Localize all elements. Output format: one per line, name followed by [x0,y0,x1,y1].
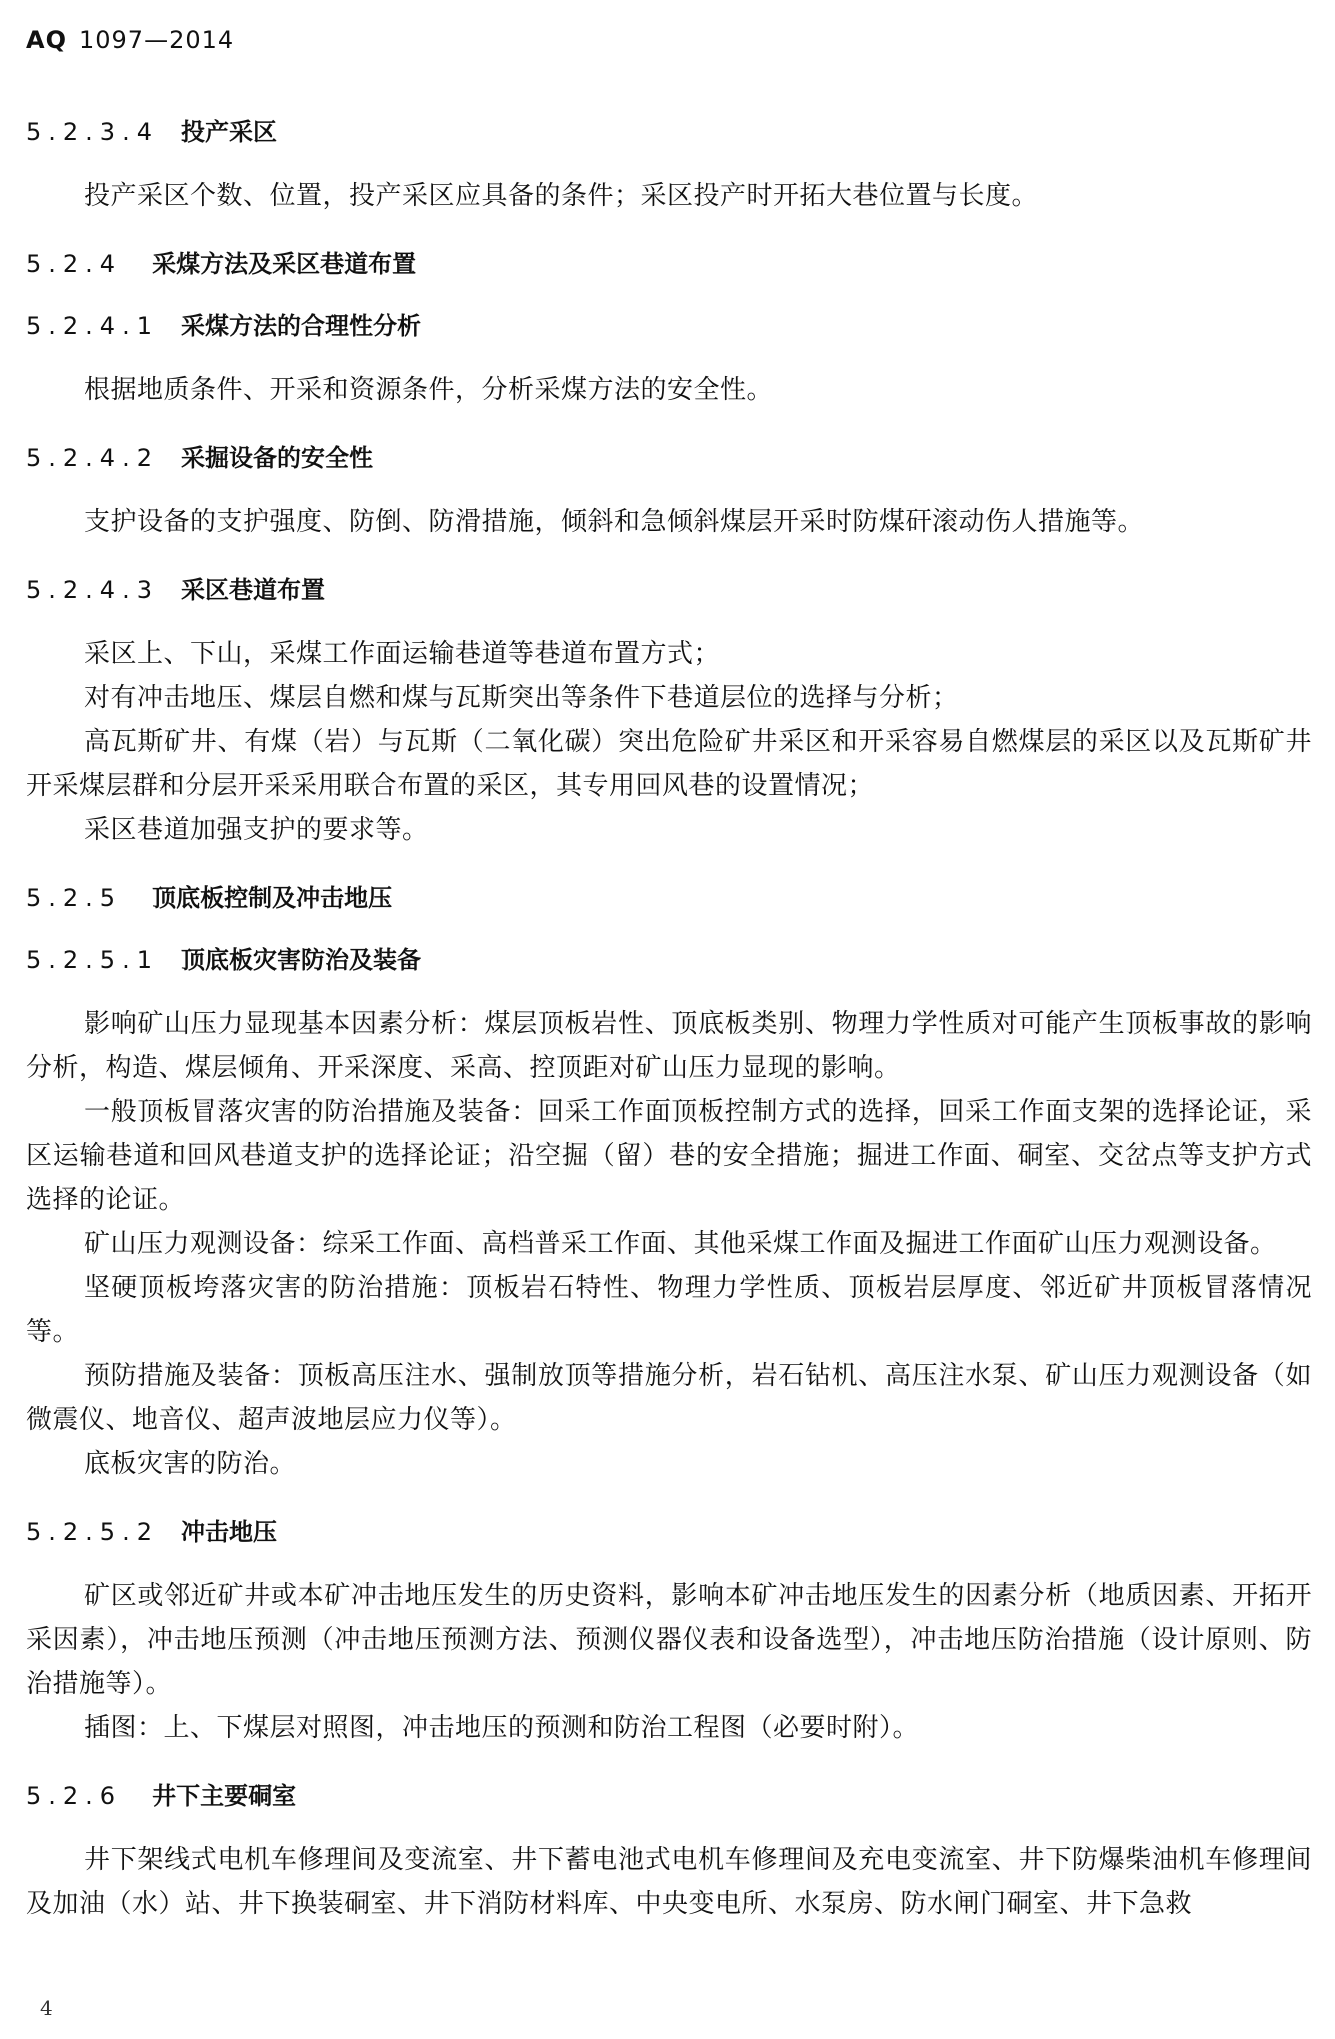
paragraph: 投产采区个数、位置，投产采区应具备的条件；采区投产时开拓大巷位置与长度。 [84,181,1039,211]
paragraph: 预防措施及装备：顶板高压注水、强制放顶等措施分析，岩石钻机、高压注水泵、矿山压力观测设备（如微震仪、地音仪、超声波地层应力仪等）。 [26,1361,1312,1435]
standard-number: 1097—2014 [78,26,235,54]
section-heading-5234: 5.2.3.4 投产采区 [26,118,277,146]
section-heading-5242: 5.2.4.2 采掘设备的安全性 [26,444,373,472]
section-heading-524: 5.2.4 采煤方法及采区巷道布置 [26,250,417,278]
paragraph: 矿区或邻近矿井或本矿冲击地压发生的历史资料，影响本矿冲击地压发生的因素分析（地质因素、开拓开采因素），冲击地压预测（冲击地压预测方法、预测仪器仪表和设备选型），冲击地压防治措施（设计原则、防治措施等）。 [26,1581,1312,1699]
paragraph: 矿山压力观测设备：综采工作面、高档普采工作面、其他采煤工作面及掘进工作面矿山压力观测设备。 [84,1229,1277,1259]
paragraph: 井下架线式电机车修理间及变流室、井下蓄电池式电机车修理间及充电变流室、井下防爆柴油机车修理间及加油（水）站、井下换装硐室、井下消防材料库、中央变电所、水泵房、防水闸门硐室、井下急救 [26,1845,1312,1919]
standard-code: AQ [26,26,67,54]
paragraph: 支护设备的支护强度、防倒、防滑措施，倾斜和急倾斜煤层开采时防煤矸滚动伤人措施等。 [84,507,1145,537]
paragraph: 对有冲击地压、煤层自燃和煤与瓦斯突出等条件下巷道层位的选择与分析； [84,683,959,713]
section-heading-5241: 5.2.4.1 采煤方法的合理性分析 [26,312,421,340]
paragraph: 底板灾害的防治。 [84,1449,297,1479]
paragraph: 根据地质条件、开采和资源条件，分析采煤方法的安全性。 [84,375,774,405]
page-number: 4 [40,1996,53,2020]
section-heading-5243: 5.2.4.3 采区巷道布置 [26,576,325,604]
paragraph: 采区巷道加强支护的要求等。 [84,815,429,845]
section-heading-526: 5.2.6 井下主要硐室 [26,1782,297,1810]
section-heading-525: 5.2.5 顶底板控制及冲击地压 [26,884,393,912]
paragraph: 影响矿山压力显现基本因素分析：煤层顶板岩性、顶底板类别、物理力学性质对可能产生顶板事故的影响分析，构造、煤层倾角、开采深度、采高、控顶距对矿山压力显现的影响。 [26,1009,1312,1083]
paragraph: 插图：上、下煤层对照图，冲击地压的预测和防治工程图（必要时附）。 [84,1713,920,1743]
paragraph: 高瓦斯矿井、有煤（岩）与瓦斯（二氧化碳）突出危险矿井采区和开采容易自燃煤层的采区以及瓦斯矿井开采煤层群和分层开采采用联合布置的采区，其专用回风巷的设置情况； [26,727,1312,801]
document-header [26,26,234,54]
paragraph: 坚硬顶板垮落灾害的防治措施：顶板岩石特性、物理力学性质、顶板岩层厚度、邻近矿井顶板冒落情况等。 [26,1273,1312,1347]
section-heading-5251: 5.2.5.1 顶底板灾害防治及装备 [26,946,421,974]
section-heading-5252: 5.2.5.2 冲击地压 [26,1518,277,1546]
paragraph: 一般顶板冒落灾害的防治措施及装备：回采工作面顶板控制方式的选择，回采工作面支架的选择论证，采区运输巷道和回风巷道支护的选择论证；沿空掘（留）巷的安全措施；掘进工作面、硐室、交岔点等支护方式选择的论证。 [26,1097,1312,1215]
document-body [26,112,1312,1926]
paragraph: 采区上、下山，采煤工作面运输巷道等巷道布置方式； [84,639,721,669]
